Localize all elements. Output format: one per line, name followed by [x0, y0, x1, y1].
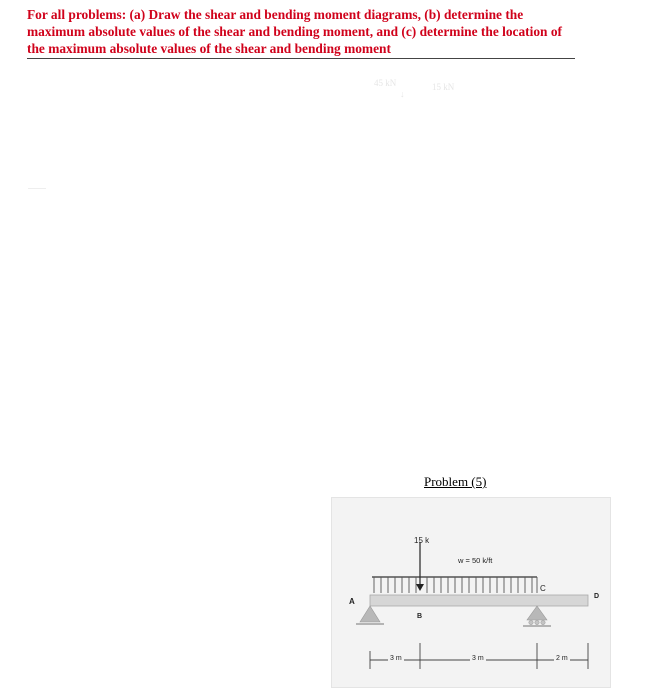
beam-figure [331, 497, 611, 688]
dimension-bc-label: 3 m [472, 655, 484, 662]
point-b-label: B [417, 613, 423, 620]
beam-diagram [332, 498, 610, 687]
faint-load-label-right: 15 kN [432, 82, 455, 92]
point-load-label: 15 k [414, 536, 430, 545]
point-d-label: D [594, 593, 600, 600]
distributed-load-block [372, 577, 537, 593]
faint-arrow-mark: ↓ [400, 89, 405, 99]
instructions-heading: For all problems: (a) Draw the shear and bending moment diagrams, (b) determine the maximum absolute values of the shear and bending moment, and (c) determine the location of the maximum absolute values of the shear and bending moment [27, 6, 575, 59]
support-a [356, 606, 384, 624]
beam [370, 595, 588, 606]
point-c-label: C [540, 584, 546, 593]
distributed-load-label: w = 50 k/ft [458, 556, 493, 565]
faint-load-label-left: 45 kN [374, 78, 397, 88]
problem-title: Problem (5) [424, 474, 487, 489]
dimension-cd-label: 2 m [556, 655, 568, 662]
dimension-ab-label: 3 m [390, 655, 402, 662]
point-load-arrowhead [416, 584, 424, 591]
faint-divider [28, 188, 46, 189]
point-a-label: A [349, 597, 355, 606]
support-c [523, 606, 551, 626]
